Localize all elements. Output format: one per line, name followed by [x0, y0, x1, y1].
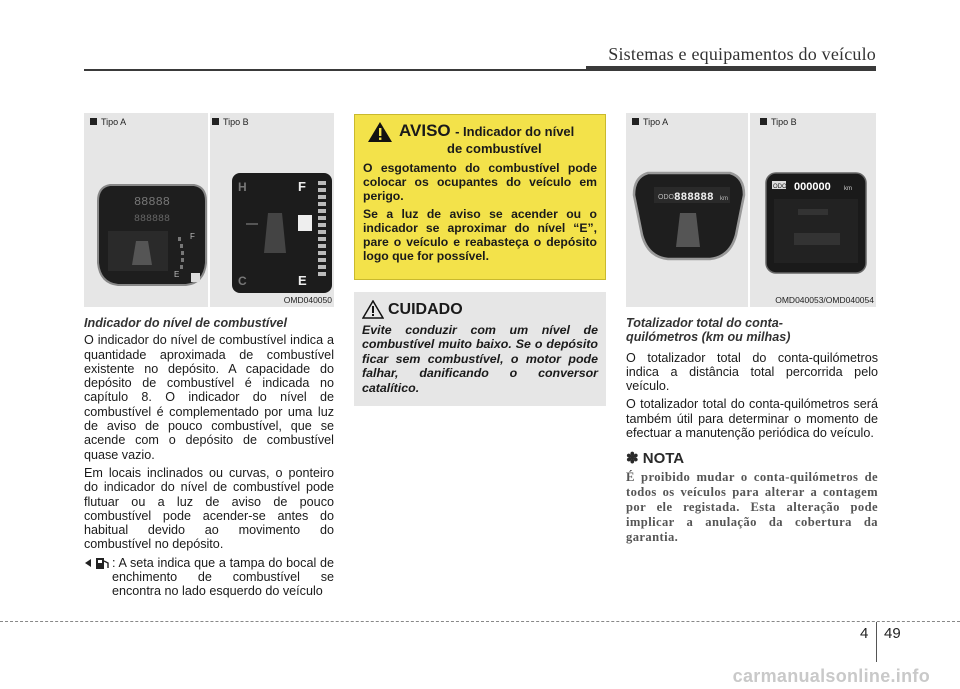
watermark: carmanualsonline.info: [732, 666, 930, 686]
figure-code: OMD040053/OMD040054: [775, 295, 874, 305]
paragraph: Em locais inclinados ou curvas, o ponteiro do indicador do nível de combustível pode flutuar ou a luz de aviso de pouco combustível pode acender-se antes do habitual devido ao movimento do combustível no depósito.: [84, 465, 334, 552]
paragraph: O totalizador total do conta-quilómetros será também útil para determinar o momento de efectuar a manutenção periódica do veículo.: [626, 397, 878, 441]
fuel-gauge-type-a: [84, 113, 208, 307]
note-title: ✽ NOTA: [626, 450, 685, 468]
paragraph: O totalizador total do conta-quilómetros indica a distância total percorrida pelo veículo.: [626, 350, 878, 394]
warning-subtitle-2: de combustível: [447, 141, 542, 156]
fuel-gauge-figure: [84, 113, 334, 307]
fuel-gauge-type-b: [210, 113, 334, 307]
caution-box: [354, 292, 606, 406]
page-number: 49: [884, 625, 901, 642]
warning-box: [354, 114, 606, 280]
chapter-number: 4: [860, 625, 869, 642]
note-body: É proibido mudar o conta-quilómetros de todos os veículos para alterar a contagem por ele registada. Esta alteração pode implicar a anulação da cobertura da garantia.: [626, 469, 878, 544]
footer-rule: [0, 621, 960, 622]
warning-paragraph: Se a luz de aviso se acender ou o indicador se aproximar do nível “E”, pare o veículo e reabasteça o depósito logo que for possível.: [363, 206, 597, 264]
odometer-section: [626, 316, 878, 545]
bullet-square-icon: [632, 118, 639, 125]
warning-paragraph: O esgotamento do combustível pode colocar os ocupantes do veículo em perigo.: [363, 161, 597, 204]
svg-text:888888: 888888: [133, 214, 171, 225]
warning-subtitle: - Indicador do nível: [455, 124, 575, 139]
bullet-square-icon: [212, 118, 219, 125]
caution-triangle-icon: [362, 300, 384, 319]
figure-code: OMD040050: [283, 295, 332, 305]
warning-triangle-icon: [367, 121, 393, 143]
odometer-b-illustration: [764, 171, 868, 275]
svg-text:F: F: [190, 232, 195, 241]
odo-a-label: ODO: [658, 194, 674, 201]
page-header-title: Sistemas e equipamentos do veículo: [608, 44, 876, 64]
odo-b-label: ODO: [773, 184, 787, 190]
fuel-door-arrow-icon: [84, 556, 112, 599]
caution-body: Evite conduzir com um nível de combustível muito baixo. Se o depósito ficar sem combustível, o motor pode falhar, danificando o conversor catalítico.: [362, 323, 598, 395]
caution-title: CUIDADO: [388, 300, 463, 318]
svg-text:88888: 88888: [133, 195, 171, 209]
bullet-square-icon: [760, 118, 767, 125]
bullet-square-icon: [90, 118, 97, 125]
header-rule-accent: [586, 66, 876, 71]
fuel-gauge-section: [84, 316, 334, 599]
odometer-type-a: [626, 113, 748, 307]
paragraph: O indicador do nível de combustível indica a quantidade aproximada de combustível existente no depósito. A capacidade do depósito de combustível é indicada no capítulo 8. O indicador do nível de combustível é complementado por uma luz de aviso de pouco combustível, que se acende com o depósito de combustível quase vazio.: [84, 333, 334, 462]
page-number-separator: [876, 622, 877, 662]
section-title-line-2: quilómetros (km ou milhas): [626, 330, 791, 345]
odometer-type-b: [750, 113, 876, 307]
odometer-figure: [626, 113, 876, 307]
odo-a-value: 888888: [674, 192, 714, 204]
cluster-b-illustration: [232, 173, 332, 293]
tipo-b-label: Tipo B: [223, 117, 249, 127]
section-title-line-1: Totalizador total do conta-: [626, 316, 783, 330]
tipo-b-label: Tipo B: [771, 117, 797, 127]
warning-title: AVISO: [399, 121, 451, 140]
odo-a-unit: km: [720, 196, 728, 202]
tipo-a-label: Tipo A: [101, 117, 127, 127]
gauge-e-label: E: [298, 273, 307, 288]
section-title: Indicador do nível de combustível: [84, 316, 287, 330]
gauge-c-label: C: [238, 274, 247, 288]
odo-b-value: 000000: [794, 181, 831, 193]
tipo-a-label: Tipo A: [643, 117, 669, 127]
odometer-a-illustration: [632, 169, 746, 261]
gauge-f-label: F: [298, 179, 306, 194]
fuel-door-arrow-note: : A seta indica que a tampa do bocal de enchimento de combustível se encontra no lado esquerdo do veículo: [112, 555, 334, 599]
cluster-a-illustration: [96, 181, 208, 291]
svg-text:E: E: [174, 270, 180, 279]
gauge-h-label: H: [238, 180, 247, 194]
odo-b-unit: km: [844, 186, 852, 192]
